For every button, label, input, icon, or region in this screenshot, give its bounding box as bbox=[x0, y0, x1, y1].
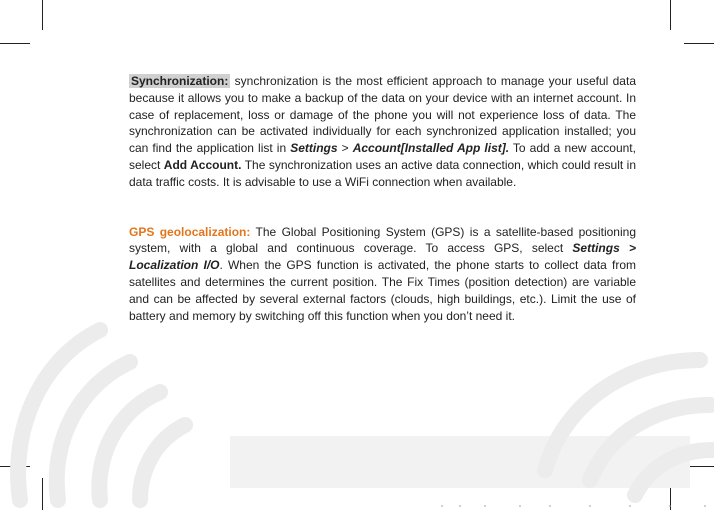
settings-path: Settings bbox=[290, 141, 338, 156]
gps-heading: GPS geolocalization: bbox=[129, 224, 251, 239]
account-path: Account[Installed App list]. bbox=[352, 141, 510, 156]
sync-heading: Synchronization: bbox=[131, 74, 229, 88]
footer-dots-decoration bbox=[440, 503, 710, 509]
gps-paragraph: GPS geolocalization: The Global Positioning System (GPS) is a satellite-based positioning system, with a global and continuous coverage. To access GPS, select Settings > Localization I/O. When the GPS function is activated, the phone starts to collect data from satellites and determines the current position. The Fix Times (position detection) are variable and can be affected by several external factors (clouds, high buildings, etc.). Limit the use of battery and memory by switching off this function when you don’t need it. bbox=[129, 224, 636, 323]
body-text bbox=[129, 73, 636, 324]
gps-settings-path: Settings > Localization I/O bbox=[129, 241, 636, 273]
sync-paragraph: Synchronization: synchronization is the most efficient approach to manage your useful data because it allows you to make a backup of the data on your device with an internet account. In case of replacement, loss or damage of the phone you will not experience loss of data. The synchronization can be activated individually for each synchronized application installed; you can find the application list in Settings > Account[Installed App list]. To add a new account, select Add Account. The synchronization uses an active data connection, which could result in data traffic costs. It is advisable to use a WiFi connection when available. bbox=[129, 74, 636, 189]
add-account-label: Add Account. bbox=[163, 157, 242, 172]
